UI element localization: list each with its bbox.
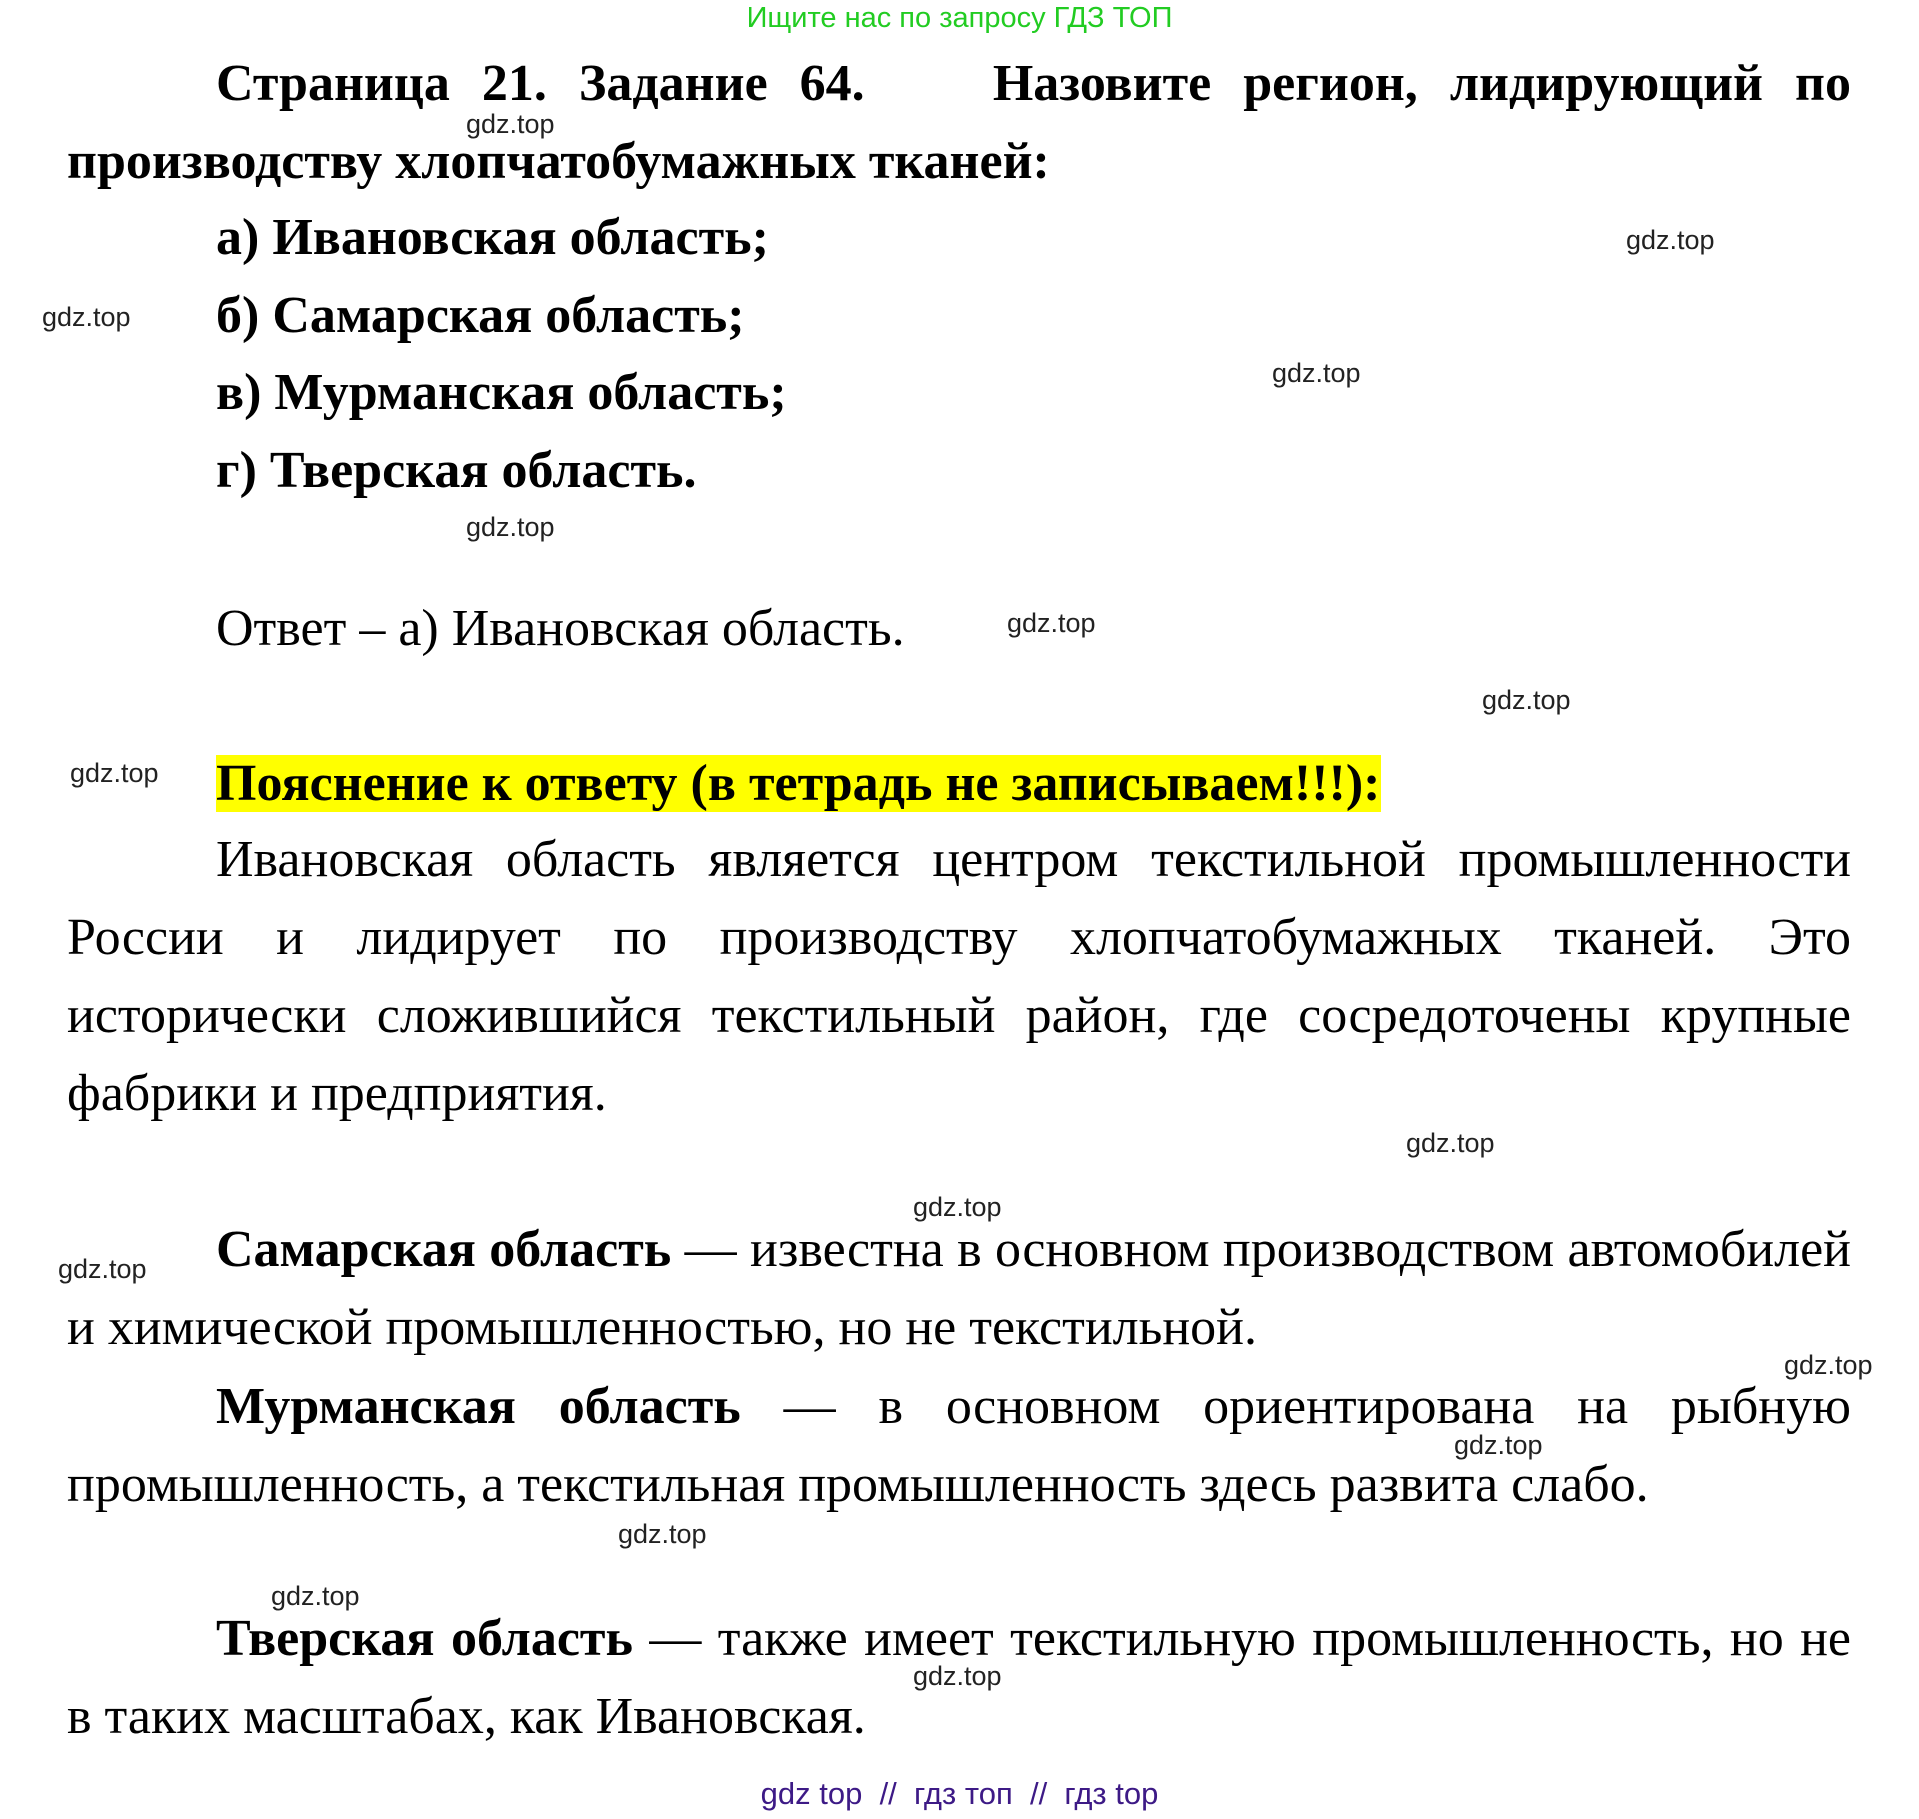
watermark: gdz.top xyxy=(466,512,555,542)
watermark: gdz.top xyxy=(1784,1350,1873,1380)
watermark: gdz.top xyxy=(271,1581,360,1611)
task-question xyxy=(67,45,1851,201)
watermark: gdz.top xyxy=(466,109,555,139)
answer: Ответ – а) Ивановская область. xyxy=(216,600,905,657)
watermark: gdz.top xyxy=(1406,1128,1495,1158)
task-title: Страница 21. Задание 64. xyxy=(216,55,865,112)
region-name: Мурманская область xyxy=(216,1378,741,1435)
option-c: в) Мурманская область; xyxy=(216,364,787,421)
watermark: gdz.top xyxy=(70,758,159,788)
footer-links[interactable]: gdz top // гдз топ // гдз top xyxy=(760,1776,1159,1811)
task-question-text: Назовите регион, лидирующий по производству хлопчатобумажных тканей: xyxy=(67,55,1851,190)
watermark: gdz.top xyxy=(1454,1430,1543,1460)
region-name: Тверская область xyxy=(216,1610,633,1667)
explanation-paragraph-samara xyxy=(67,1211,1851,1367)
watermark: gdz.top xyxy=(1007,608,1096,638)
option-a: а) Ивановская область; xyxy=(216,209,769,266)
watermark: gdz.top xyxy=(42,302,131,332)
region-description: — также имеет текстильную промышленность, но не в таких масштабах, как Ивановская. xyxy=(67,1610,1851,1745)
watermark: gdz.top xyxy=(58,1254,147,1284)
search-banner: Ищите нас по запросу ГДЗ ТОП xyxy=(746,2,1173,34)
watermark: gdz.top xyxy=(1626,225,1715,255)
region-name: Самарская область xyxy=(216,1221,672,1278)
explanation-paragraph-murmansk xyxy=(67,1368,1851,1524)
region-description: — в основном ориентирована на рыбную промышленность, а текстильная промышленность здесь развита слабо. xyxy=(67,1378,1851,1513)
watermark: gdz.top xyxy=(1272,358,1361,388)
explanation-heading-text: Пояснение к ответу (в тетрадь не записываем!!!): xyxy=(216,755,1381,812)
explanation-paragraph-ivanovo: Ивановская область является центром текстильной промышленности России и лидирует по производству хлопчатобумажных тканей. Это исторически сложившийся текстильный район, где сосредоточены крупные фабрики и предприятия. xyxy=(67,831,1851,1122)
watermark: gdz.top xyxy=(618,1519,707,1549)
option-b: б) Самарская область; xyxy=(216,287,745,344)
option-d: г) Тверская область. xyxy=(216,442,697,499)
watermark: gdz.top xyxy=(913,1661,1002,1691)
watermark: gdz.top xyxy=(1482,685,1571,715)
explanation-heading xyxy=(216,745,1381,823)
region-description: — известна в основном производством автомобилей и химической промышленностью, но не текстильной. xyxy=(67,1221,1851,1356)
watermark: gdz.top xyxy=(913,1192,1002,1222)
